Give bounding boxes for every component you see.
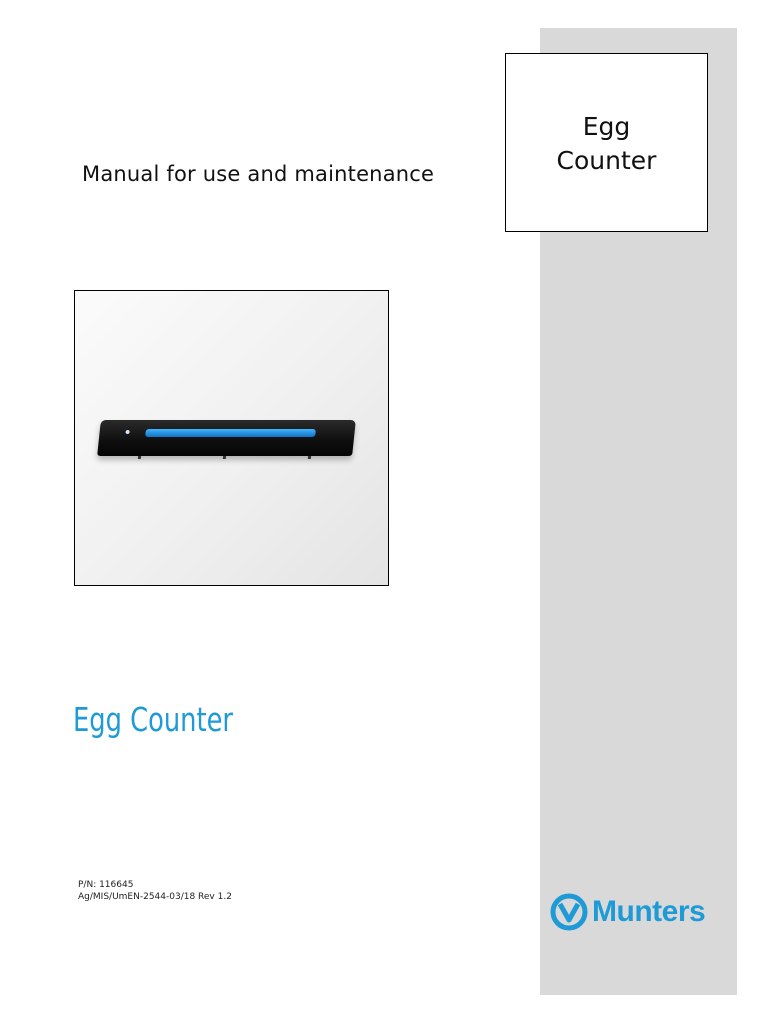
logo-text: Munters [592, 895, 706, 928]
blue-light-bar [145, 429, 316, 437]
munters-logo [550, 892, 705, 932]
manual-subtitle: Manual for use and maintenance [82, 162, 435, 186]
device-feet [97, 456, 352, 459]
munters-logo-icon [550, 893, 588, 931]
title-box [505, 53, 708, 232]
document-code: Ag/MIS/UmEN-2544-03/18 Rev 1.2 [78, 892, 232, 902]
box-title-line1: Egg [582, 112, 631, 141]
egg-counter-device-image [97, 420, 356, 456]
box-title-line2: Counter [556, 146, 657, 175]
part-number: P/N: 116645 [78, 880, 134, 890]
led-indicator [125, 430, 129, 434]
document-info [78, 879, 232, 903]
product-title: Egg Counter [73, 700, 233, 739]
product-photo [74, 290, 389, 586]
